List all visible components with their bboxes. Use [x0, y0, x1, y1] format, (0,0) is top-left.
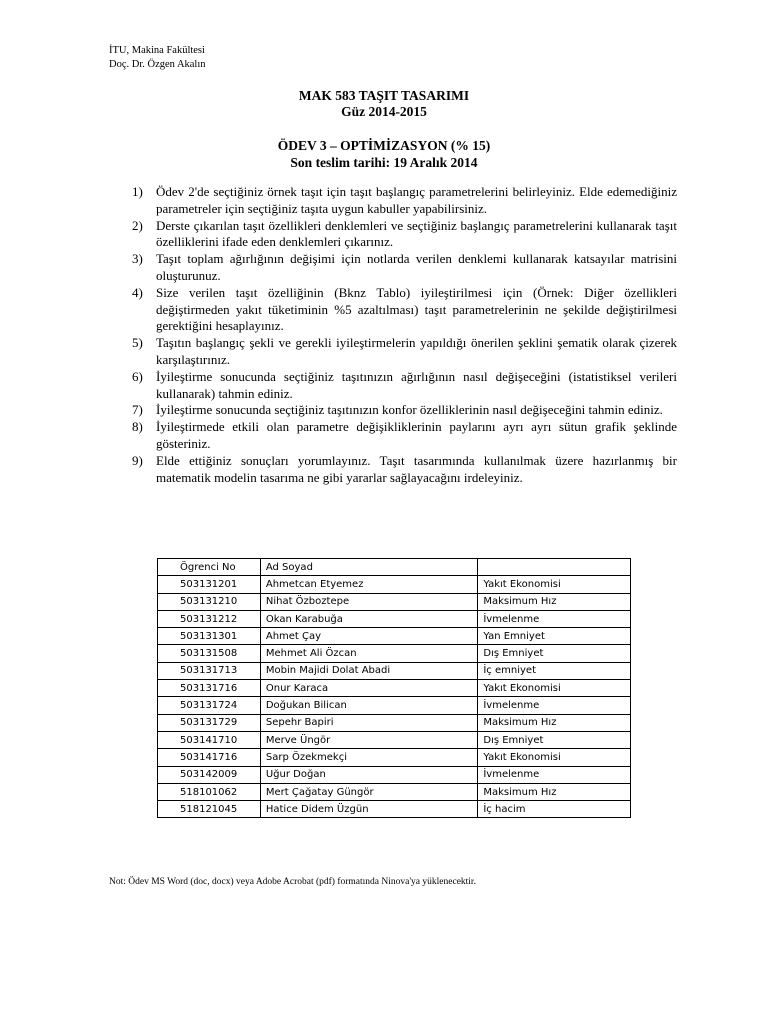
task-item [132, 284, 677, 335]
task-number: 2) [132, 217, 143, 233]
table-row [158, 697, 631, 714]
instructor-line: Doç. Dr. Özgen Akalın [109, 59, 206, 70]
student-no-cell: 503131724 [158, 697, 261, 714]
table-row [158, 714, 631, 731]
course-title-block [0, 88, 768, 119]
task-text: İyileştirmede etkili olan parametre değişikliklerinin paylarını ayrı ayrı sütun grafik şeklinde gösteriniz. [156, 419, 677, 451]
task-number: 9) [132, 452, 143, 468]
student-name-cell: Mert Çağatay Güngör [260, 783, 478, 800]
task-text: Derste çıkarılan taşıt özellikleri denklemleri ve seçtiğiniz başlangıç parametrelerini kullanarak taşıt özelliklerini ifade eden denklemleri çıkarınız. [156, 217, 677, 250]
student-no-cell: 518101062 [158, 783, 261, 800]
table-row [158, 731, 631, 748]
student-name-cell: Sepehr Bapiri [260, 714, 478, 731]
student-no-cell: 518121045 [158, 801, 261, 818]
document-header [109, 44, 206, 72]
student-no-cell: 503131210 [158, 593, 261, 610]
topic-cell: İvmelenme [478, 697, 631, 714]
header-student-no: Ögrenci No [158, 559, 261, 576]
submission-footnote: Not: Ödev MS Word (doc, docx) veya Adobe Acrobat (pdf) formatında Ninova'ya yüklenecektir. [109, 877, 476, 887]
student-no-cell: 503131716 [158, 680, 261, 697]
topic-cell: Maksimum Hız [478, 714, 631, 731]
task-text: İyileştirme sonucunda seçtiğiniz taşıtınızın konfor özelliklerinin nasıl değişeceğini tahmin ediniz. [156, 402, 663, 418]
header-name: Ad Soyad [260, 559, 478, 576]
task-number: 7) [132, 402, 143, 418]
table-row [158, 593, 631, 610]
task-number: 5) [132, 335, 143, 351]
task-item [132, 419, 677, 453]
task-number: 3) [132, 251, 143, 267]
student-name-cell: Ahmet Çay [260, 628, 478, 645]
student-name-cell: Sarp Özekmekçi [260, 749, 478, 766]
task-item [132, 402, 677, 419]
task-item [132, 251, 677, 285]
topic-cell: Yakıt Ekonomisi [478, 680, 631, 697]
task-item [132, 452, 677, 487]
table-row [158, 749, 631, 766]
topic-cell: İvmelenme [478, 766, 631, 783]
student-name-cell: Onur Karaca [260, 680, 478, 697]
table-row [158, 610, 631, 627]
topic-cell: Dış Emniyet [478, 731, 631, 748]
student-name-cell: Merve Üngör [260, 731, 478, 748]
task-item [132, 368, 677, 403]
student-no-cell: 503131713 [158, 662, 261, 679]
student-no-cell: 503131201 [158, 576, 261, 593]
topic-cell: Dış Emniyet [478, 645, 631, 662]
topic-cell: Maksimum Hız [478, 783, 631, 800]
topic-cell: Yakıt Ekonomisi [478, 576, 631, 593]
topic-cell: Maksimum Hız [478, 593, 631, 610]
student-no-cell: 503131508 [158, 645, 261, 662]
topic-cell: Yakıt Ekonomisi [478, 749, 631, 766]
student-no-cell: 503142009 [158, 766, 261, 783]
student-name-cell: Okan Karabuğa [260, 610, 478, 627]
task-number: 4) [132, 284, 143, 300]
task-item [132, 335, 677, 369]
topic-cell: İç emniyet [478, 662, 631, 679]
student-name-cell: Mobin Majidi Dolat Abadi [260, 662, 478, 679]
student-no-cell: 503141710 [158, 731, 261, 748]
task-text: Size verilen taşıt özelliğinin (Bknz Tablo) iyileştirilmesi için (Örnek: Diğer özellikleri değiştirmeden yakıt tüketiminin %5 azaltılması) taşıt parametrelerinin ne şekilde değiştirilmesi gerektiğini hesaplayınız. [156, 284, 677, 334]
task-text: Taşıt toplam ağırlığının değişimi için notlarda verilen denklemi kullanarak katsayılar matrisini oluşturunuz. [156, 251, 677, 283]
student-name-cell: Hatice Didem Üzgün [260, 801, 478, 818]
task-item [132, 184, 677, 218]
table-row [158, 680, 631, 697]
student-assignment-table [157, 558, 631, 818]
student-no-cell: 503131212 [158, 610, 261, 627]
student-name-cell: Ahmetcan Etyemez [260, 576, 478, 593]
institution-line: İTU, Makina Fakültesi [109, 45, 205, 56]
table-row [158, 645, 631, 662]
task-number: 8) [132, 419, 143, 435]
course-title: MAK 583 TAŞIT TASARIMI [298, 88, 470, 103]
assignment-title-block [0, 138, 768, 171]
assignment-title: ÖDEV 3 – OPTİMİZASYON (% 15) [277, 138, 491, 153]
student-no-cell: 503131729 [158, 714, 261, 731]
task-text: Taşıtın başlangıç şekli ve gerekli iyileştirmelerin yapıldığı önerilen şeklini şematik olarak çizerek karşılaştırınız. [156, 335, 677, 367]
task-text: Elde ettiğiniz sonuçları yorumlayınız. Taşıt tasarımında kullanılmak üzere hazırlanmış bir matematik modelin tasarıma ne gibi yararlar sağlayacağını irdeleyiniz. [156, 452, 677, 485]
table-row [158, 628, 631, 645]
task-number: 6) [132, 368, 143, 384]
table-row [158, 576, 631, 593]
topic-cell: İvmelenme [478, 610, 631, 627]
student-name-cell: Uğur Doğan [260, 766, 478, 783]
task-text: İyileştirme sonucunda seçtiğiniz taşıtınızın ağırlığının nasıl değişeceğini (istatistiksel verileri kullanarak) tahmin ediniz. [156, 368, 677, 401]
header-topic [478, 559, 631, 576]
student-no-cell: 503141716 [158, 749, 261, 766]
topic-cell: Yan Emniyet [478, 628, 631, 645]
student-name-cell: Doğukan Bilican [260, 697, 478, 714]
student-name-cell: Mehmet Ali Özcan [260, 645, 478, 662]
table-header-row [158, 559, 631, 576]
table-row [158, 801, 631, 818]
table-row [158, 783, 631, 800]
task-item [132, 217, 677, 252]
student-no-cell: 503131301 [158, 628, 261, 645]
table-row [158, 662, 631, 679]
task-number: 1) [132, 184, 143, 199]
task-list [132, 184, 677, 486]
student-name-cell: Nihat Özboztepe [260, 593, 478, 610]
task-text: Ödev 2'de seçtiğiniz örnek taşıt için taşıt başlangıç parametrelerini belirleyiniz. Elde edemediğiniz parametreler için seçtiğiniz taşıta uygun kabuller yapabilirsiniz. [156, 184, 677, 216]
table-row [158, 766, 631, 783]
topic-cell: İç hacim [478, 801, 631, 818]
assignment-deadline: Son teslim tarihi: 19 Aralık 2014 [290, 154, 478, 170]
course-term: Güz 2014-2015 [341, 103, 427, 119]
